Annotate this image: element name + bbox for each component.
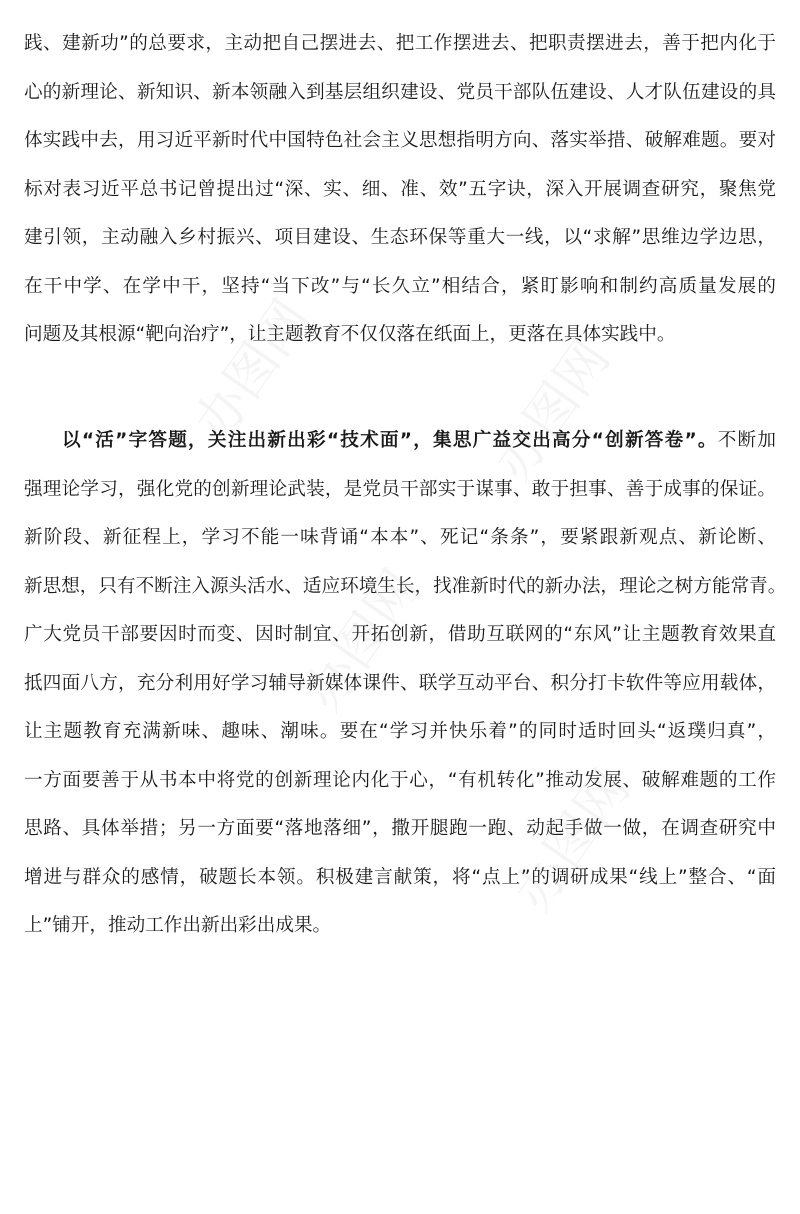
text-line: 新思想，只有不断注入源头活水、适应环境生长，找准新时代的新办法，理论之树方能常青。 bbox=[24, 575, 787, 597]
watermark: 办图网 bbox=[503, 759, 642, 922]
text-line: 标对表习近平总书记曾提出过“深、实、细、准、效”五字诀，深入开展调查研究，聚焦党 bbox=[24, 178, 776, 200]
paragraph-1 bbox=[24, 20, 776, 360]
text-line: 强理论学习，强化党的创新理论武装，是党员干部实于谋事、敢于担事、善于成事的保证。 bbox=[24, 478, 776, 500]
text-line: 在干中学、在学中干，坚持“当下改”与“长久立”相结合，紧盯影响和制约高质量发展的 bbox=[24, 275, 776, 297]
text-line: 新阶段、新征程上，学习不能一味背诵“本本”、死记“条条”，要紧跟新观点、新论断、 bbox=[24, 527, 776, 548]
paragraph-2 bbox=[24, 417, 787, 951]
text-line: 问题及其根源“靶向治疗”，让主题教育不仅仅落在纸面上，更落在具体实践中。 bbox=[24, 324, 676, 345]
watermark: 办图网 bbox=[293, 559, 432, 722]
text-line: 心的新理论、新知识、新本领融入到基层组织建设、党员干部队伍建设、人才队伍建设的具 bbox=[24, 81, 776, 103]
watermark: 办图网 bbox=[183, 289, 322, 452]
paragraph-heading: 以“活”字答题，关注出新出彩“技术面”，集思广益交出高分“创新答卷”。 bbox=[62, 430, 718, 451]
text-line: 践、建新功”的总要求，主动把自己摆进去、把工作摆进去、把职责摆进去，善于把内化于 bbox=[24, 33, 776, 54]
text-line: 体实践中去，用习近平新时代中国特色社会主义思想指明方向、落实举措、破解难题。要对 bbox=[24, 130, 776, 151]
watermark: 办图网 bbox=[483, 329, 622, 492]
text-line: 思路、具体举措；另一方面要“落地落细”，撒开腿跑一跑、动起手做一做，在调查研究中 bbox=[24, 818, 776, 839]
text-line: 建引领，主动融入乡村振兴、项目建设、生态环保等重大一线，以“求解”思维边学边思， bbox=[24, 227, 776, 248]
text-line: 增进与群众的感情，破题长本领。积极建言献策，将“点上”的调研成果“线上”整合、“面 bbox=[24, 866, 776, 888]
heading-tail-text: 不断加 bbox=[717, 430, 776, 451]
text-line: 抵四面八方，充分利用好学习辅导新媒体课件、联学互动平台、积分打卡软件等应用载体， bbox=[24, 672, 776, 694]
text-line: 广大党员干部要因时而变、因时制宜、开拓创新，借助互联网的“东风”让主题教育效果直 bbox=[24, 624, 776, 645]
text-line: 让主题教育充满新味、趣味、潮味。要在“学习并快乐着”的同时适时回头“返璞归真”， bbox=[24, 721, 776, 742]
text-line: 上”铺开，推动工作出新出彩出成果。 bbox=[24, 915, 332, 936]
text-line bbox=[24, 417, 776, 466]
text-line: 一方面要善于从书本中将党的创新理论内化于心，“有机转化”推动发展、破解难题的工作 bbox=[24, 769, 776, 791]
